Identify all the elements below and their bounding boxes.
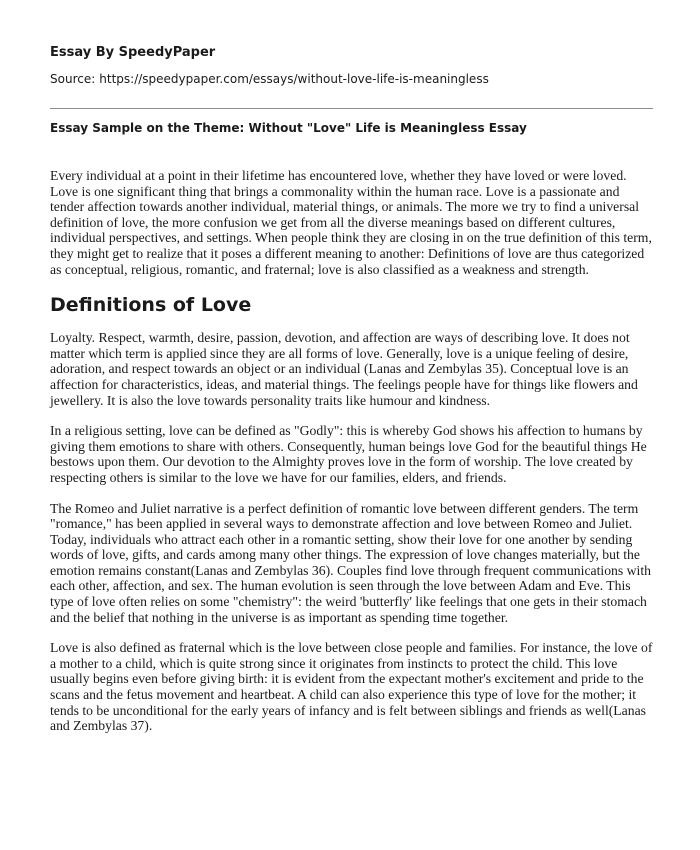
source-url: https://speedypaper.com/essays/without-love-life-is-meaningless [99, 72, 489, 86]
source-label: Source: [50, 72, 96, 86]
body-paragraph: In a religious setting, love can be defined as "Godly": this is whereby God shows his affection to humans by giving them emotions to share with others. Consequently, human beings love God for the beautiful things He bestows upon them. Our devotion to the Almighty proves love in the form of worship. The love created by respecting others is similar to the love we have for our families, elders, and friends. [50, 423, 647, 485]
body-paragraph: Loyalty. Respect, warmth, desire, passion, devotion, and affection are ways of describing love. It does not matter which term is applied since they are all forms of love. Generally, love is a unique feeling of desire, adoration, and respect towards an object or an individual (Lanas and Zembylas 35). Conceptual love is an affection for characteristics, ideas, and material things. The feelings people have for things like flowers and jewellery. It is also the love towards personality traits like humour and kindness. [50, 330, 638, 408]
header-divider [50, 108, 653, 109]
body-paragraph: Love is also defined as fraternal which is the love between close people and families. For instance, the love of a mother to a child, which is quite strong since it originates from instincts to protect the child. This love usually begins even before giving birth: it is evident from the expectant mother's excitement and pride to the scans and the fetus movement and heartbeat. A child can also experience this type of love for the mother; it tends to be unconditional for the early years of infancy and is felt between siblings and friends as well(Lanas and Zembylas 37). [50, 640, 653, 734]
body-paragraph: The Romeo and Juliet narrative is a perfect definition of romantic love between different genders. The term "romance," has been applied in several ways to demonstrate affection and love between Romeo and Juliet. Today, individuals who attract each other in a romantic setting, show their love for one another by sending words of love, gifts, and cards among many other things. The expression of love changes materially, but the emotion remains constant(Lanas and Zembylas 36). Couples find love through frequent communications with each other, affection, and sex. The human evolution is seen through the love between Adam and Eve. This type of love often relies on some "chemistry": the weird 'butterfly' like feelings that one gets in their stomach and the belief that nothing in the universe is as important as spending time together. [50, 500, 651, 625]
section-heading: Definitions of Love [50, 294, 252, 317]
source-line [50, 72, 489, 86]
site-title: Essay By SpeedyPaper [50, 45, 216, 60]
essay-body [50, 168, 656, 749]
essay-title: Essay Sample on the Theme: Without "Love" Life is Meaningless Essay [50, 121, 527, 135]
intro-paragraph: Every individual at a point in their lifetime has encountered love, whether they have loved or were loved. Love is one significant thing that brings a commonality within the human race. Love is a passionate and tender affection towards another individual, material things, or animals. The more we try to find a universal definition of love, the more confusion we get from all the diverse meanings based on different cultures, individual perspectives, and settings. When people think they are closing in on the true definition of this term, they might get to realize that it poses a different meaning to another: Definitions of love are thus categorized as conceptual, religious, romantic, and fraternal; love is also classified as a weakness and strength. [50, 168, 652, 277]
